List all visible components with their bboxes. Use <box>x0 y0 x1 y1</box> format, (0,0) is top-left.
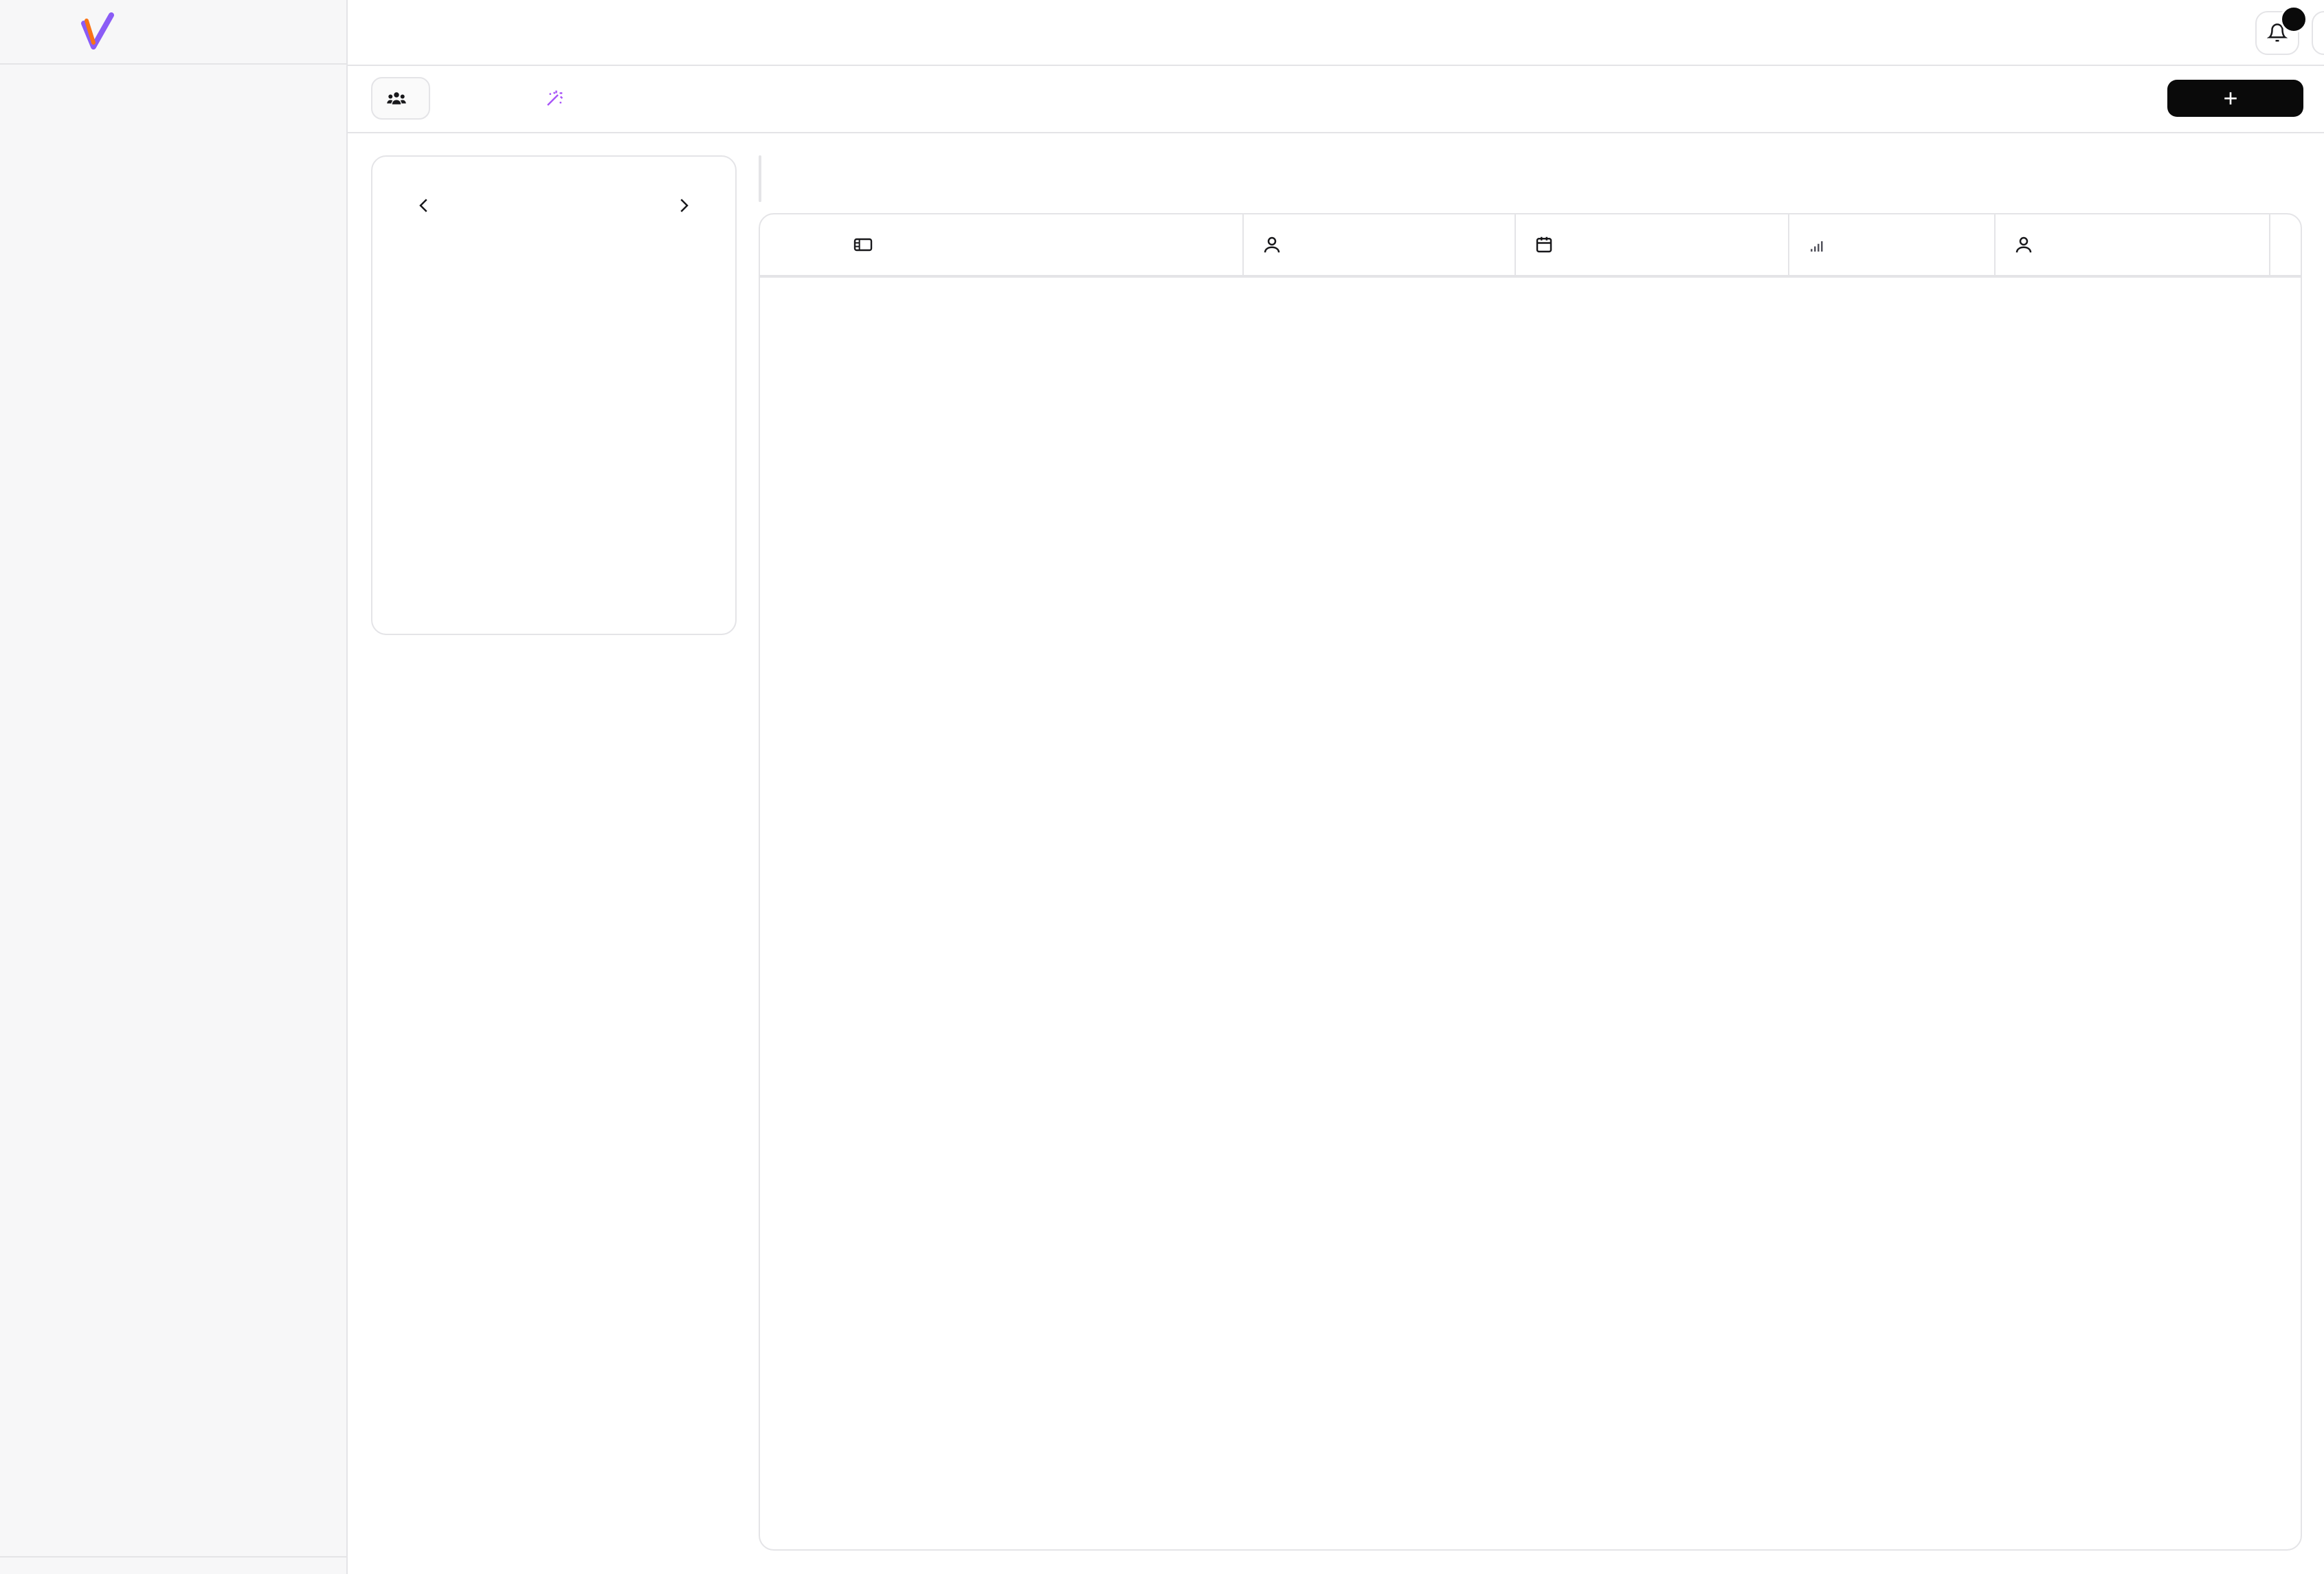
staff-group-icon <box>386 88 407 109</box>
plus-icon: + <box>2223 84 2238 112</box>
brand[interactable] <box>0 0 346 65</box>
user-icon <box>1262 234 1282 255</box>
date-picker-calendar <box>371 155 737 635</box>
task-source-tabs <box>348 66 2324 133</box>
purpose-icon <box>852 234 874 256</box>
tasks-table <box>759 213 2302 1551</box>
column-header-status[interactable] <box>1516 214 1789 275</box>
calendar-icon <box>1534 234 1554 255</box>
sidebar-bottom-nav <box>0 1556 346 1574</box>
column-header-created-by[interactable] <box>1996 214 2270 275</box>
tab-ai-assistant-tasks[interactable] <box>530 77 587 120</box>
signal-bars-icon <box>1807 234 1828 255</box>
status-tabs <box>759 155 761 202</box>
tab-staff-tasks[interactable] <box>371 77 430 120</box>
top-bar <box>348 0 2324 66</box>
user-icon <box>2013 234 2034 255</box>
notifications-button[interactable] <box>2255 11 2299 55</box>
column-header-purpose[interactable] <box>760 214 1244 275</box>
column-header-client[interactable] <box>1244 214 1516 275</box>
table-header <box>760 214 2301 278</box>
chevron-left-icon[interactable] <box>414 195 434 221</box>
chevron-right-icon[interactable] <box>673 195 694 221</box>
organization-select[interactable] <box>2312 11 2324 55</box>
magic-wand-icon <box>544 88 565 109</box>
sidebar <box>0 0 348 1574</box>
salesrevv-logo-icon <box>81 12 114 49</box>
column-header-priority[interactable] <box>1789 214 1996 275</box>
table-body <box>760 278 2301 1549</box>
notification-count-badge <box>2280 5 2308 33</box>
new-task-button[interactable] <box>2167 80 2303 117</box>
